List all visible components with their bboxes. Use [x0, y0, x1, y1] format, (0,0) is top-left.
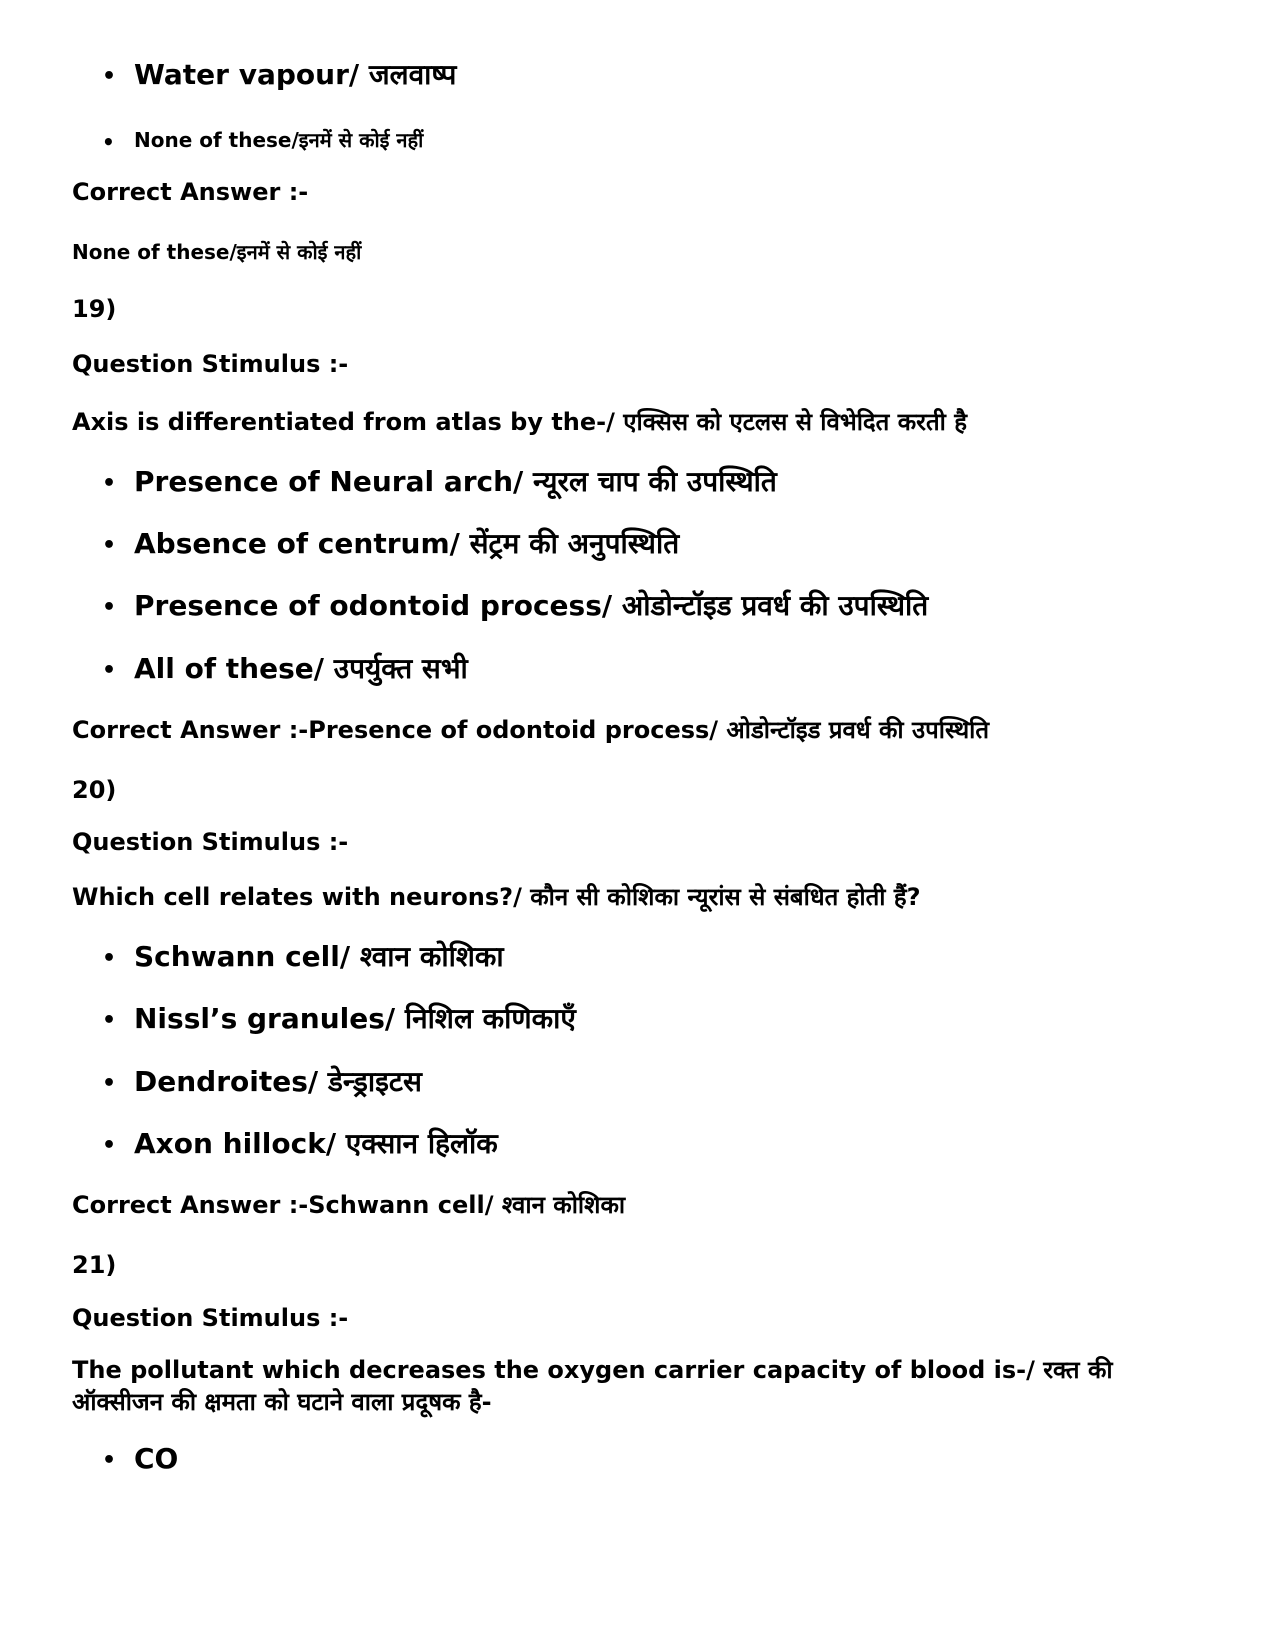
option-item: • All of these/ उपर्युक्त सभी: [102, 652, 468, 685]
question-number: 20): [72, 776, 117, 804]
option-item: • Dendroites/ डेन्ड्राइटस: [102, 1065, 422, 1098]
question-number: 21): [72, 1251, 117, 1279]
bullet-icon: •: [102, 1070, 117, 1096]
option-item: • Axon hillock/ एक्सान हिलॉक: [102, 1127, 498, 1160]
option-item: • CO: [102, 1442, 179, 1475]
question-stimulus-label: Question Stimulus :-: [72, 828, 349, 856]
option-item: • Presence of odontoid process/ ओडोन्टॉइड प्रवर्ध की उपस्थिति: [102, 589, 929, 622]
option-item: • Nissl’s granules/ निशिल कणिकाएँ: [102, 1002, 576, 1035]
bullet-icon: •: [102, 594, 117, 620]
bullet-icon: •: [102, 1007, 117, 1033]
question-stimulus-text: The pollutant which decreases the oxygen carrier capacity of blood is-/ रक्त की ऑक्सीजन की क्षमता को घटाने वाला प्रदूषक है-: [72, 1356, 1113, 1416]
bullet-icon: •: [102, 1132, 117, 1158]
option-water-vapour: • Water vapour/ जलवाष्प: [102, 58, 457, 91]
bullet-icon: •: [102, 470, 117, 496]
question-stimulus-text: Axis is differentiated from atlas by the-/ एक्सिस को एटलस से विभेदित करती है: [72, 408, 967, 436]
bullet-icon: •: [102, 657, 117, 683]
correct-answer-label: Correct Answer :-: [72, 178, 309, 206]
option-item: • Absence of centrum/ सेंट्रम की अनुपस्थिति: [102, 527, 680, 560]
option-item: • Presence of Neural arch/ न्यूरल चाप की उपस्थिति: [102, 465, 777, 498]
correct-answer: Correct Answer :-Presence of odontoid process/ ओडोन्टॉइड प्रवर्ध की उपस्थिति: [72, 716, 990, 744]
option-item: • Schwann cell/ श्वान कोशिका: [102, 940, 504, 973]
bullet-icon: •: [102, 63, 117, 89]
bullet-icon: •: [102, 129, 115, 154]
correct-answer: Correct Answer :-Schwann cell/ श्वान कोशिका: [72, 1191, 626, 1219]
bullet-icon: •: [102, 945, 117, 971]
bullet-icon: •: [102, 1447, 117, 1473]
bullet-icon: •: [102, 532, 117, 558]
question-stimulus-label: Question Stimulus :-: [72, 350, 349, 378]
question-number: 19): [72, 295, 117, 323]
question-stimulus-label: Question Stimulus :-: [72, 1304, 349, 1332]
question-stimulus-text: Which cell relates with neurons?/ कौन सी कोशिका न्यूरांस से संबधित होती हैं?: [72, 883, 921, 911]
option-none-of-these: • None of these/इनमें से कोई नहीं: [102, 128, 424, 154]
correct-answer-text: None of these/इनमें से कोई नहीं: [72, 240, 362, 264]
